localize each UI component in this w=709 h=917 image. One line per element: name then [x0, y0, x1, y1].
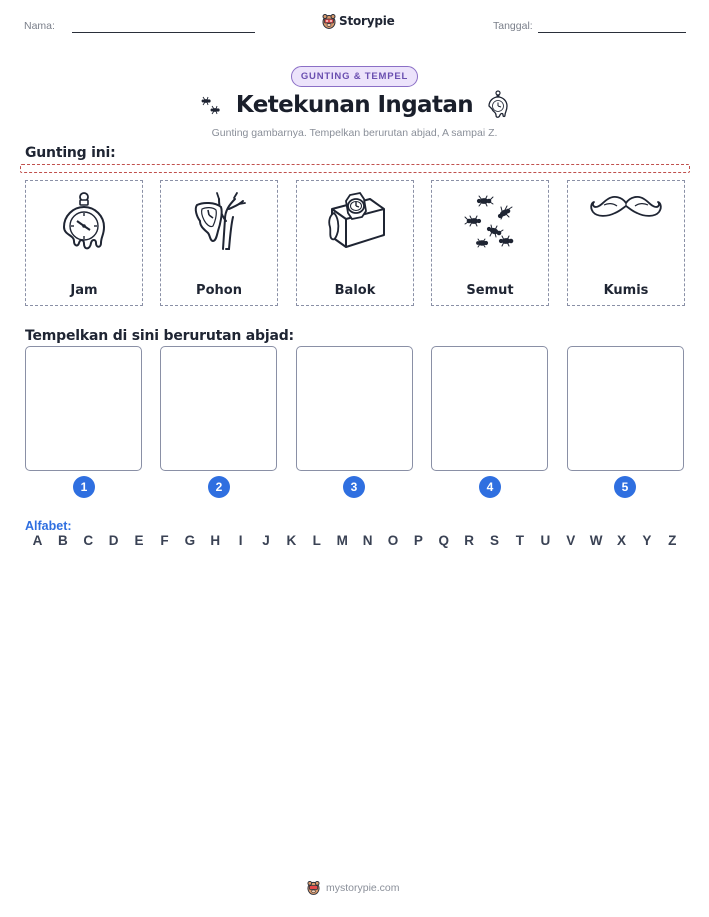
cut-card-jam[interactable]	[25, 180, 143, 306]
alphabet-letter: D	[108, 533, 119, 548]
alphabet-letter: P	[413, 533, 423, 548]
alphabet-letter: A	[32, 533, 43, 548]
melting-pocket-watch-icon	[56, 191, 112, 263]
paste-slot-2[interactable]	[160, 346, 277, 471]
cut-line	[20, 164, 690, 173]
alphabet-letter: C	[83, 533, 94, 548]
card-label: Pohon	[196, 283, 242, 298]
alphabet-letter: J	[262, 533, 270, 548]
alphabet-letter: G	[184, 533, 196, 548]
card-label: Kumis	[603, 283, 649, 298]
alphabet-letter: M	[336, 533, 348, 548]
alphabet-letter: Z	[668, 533, 677, 548]
alphabet-letter: V	[566, 533, 576, 548]
footer	[307, 880, 400, 895]
name-label: Nama:	[24, 20, 55, 32]
alphabet-letter: I	[238, 533, 243, 548]
alphabet-letter: W	[589, 533, 603, 548]
alphabet-heading: Alfabet:	[25, 519, 72, 533]
alphabet-letter: S	[490, 533, 500, 548]
alphabet-letter: H	[210, 533, 221, 548]
storypie-mascot-icon	[322, 13, 336, 29]
name-field-line[interactable]	[72, 32, 255, 33]
activity-badge: GUNTING & TEMPEL	[291, 66, 418, 87]
slot-number-3: 3	[343, 476, 365, 498]
alphabet-letter: R	[464, 533, 475, 548]
storypie-mascot-icon	[307, 880, 320, 895]
alphabet-letter: Q	[438, 533, 449, 548]
paste-slot-1[interactable]	[25, 346, 142, 471]
card-label: Jam	[70, 283, 98, 298]
alphabet-letter: F	[160, 533, 169, 548]
pocket-watch-decoration-icon	[486, 90, 510, 120]
alphabet-letter: O	[387, 533, 399, 548]
alphabet-row	[25, 533, 685, 548]
cut-section-heading: Gunting ini:	[25, 145, 116, 161]
paste-slot-3[interactable]	[296, 346, 413, 471]
page-title: Ketekunan Ingatan	[235, 92, 474, 118]
ants-icon	[460, 191, 520, 253]
alphabet-letter: X	[616, 533, 626, 548]
block-with-draped-watch-icon	[322, 191, 388, 251]
alphabet-letter: T	[515, 533, 525, 548]
alphabet-letter: E	[134, 533, 144, 548]
brand-logo	[322, 13, 395, 29]
slot-number-1: 1	[73, 476, 95, 498]
tree-with-melting-clock-icon	[189, 189, 249, 251]
alphabet-letter: N	[362, 533, 373, 548]
alphabet-letter: L	[312, 533, 321, 548]
alphabet-letter: Y	[642, 533, 652, 548]
alphabet-letter: U	[540, 533, 551, 548]
slot-number-2: 2	[208, 476, 230, 498]
cut-card-pohon[interactable]	[160, 180, 278, 306]
slot-number-4: 4	[479, 476, 501, 498]
paste-slot-4[interactable]	[431, 346, 548, 471]
paste-section-heading: Tempelkan di sini berurutan abjad:	[25, 328, 294, 344]
cut-card-balok[interactable]	[296, 180, 414, 306]
slot-number-5: 5	[614, 476, 636, 498]
mustache-icon	[590, 193, 662, 223]
instructions: Gunting gambarnya. Tempelkan berurutan abjad, A sampai Z.	[211, 127, 498, 139]
alphabet-letter: B	[58, 533, 68, 548]
date-field-line[interactable]	[538, 32, 686, 33]
cut-card-kumis[interactable]	[567, 180, 685, 306]
paste-slot-5[interactable]	[567, 346, 684, 471]
date-label: Tanggal:	[493, 20, 533, 32]
card-label: Semut	[466, 283, 514, 298]
card-label: Balok	[334, 283, 376, 298]
cut-card-semut[interactable]	[431, 180, 549, 306]
footer-url[interactable]: mystorypie.com	[326, 881, 400, 894]
alphabet-letter: K	[286, 533, 297, 548]
brand-name: Storypie	[339, 14, 395, 28]
